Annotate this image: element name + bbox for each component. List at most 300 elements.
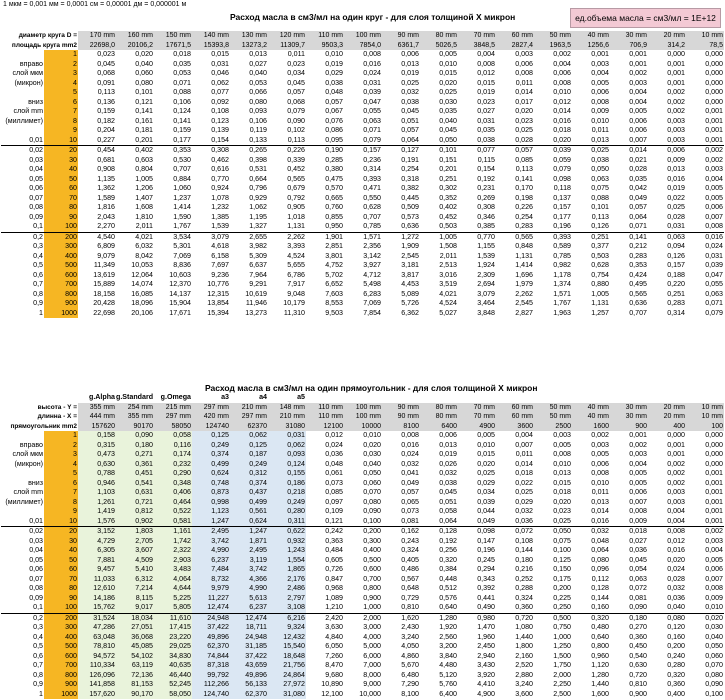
table-cell: 0,040 xyxy=(439,116,457,125)
table-cell: 1,155 xyxy=(477,242,495,250)
table-cell: 0,009 xyxy=(667,155,685,164)
table-cell: 9,291 xyxy=(249,280,267,288)
table-cell: 0,280 xyxy=(667,661,685,669)
table-cell: 0,032 xyxy=(401,459,419,468)
table-cell: 0,522 xyxy=(154,507,192,517)
table-cell: 0,010 xyxy=(477,440,495,449)
table-cell: 0,902 xyxy=(116,517,154,527)
table-cell: 0,001 xyxy=(705,507,723,515)
table-cell: 0,019 xyxy=(439,450,457,458)
side-label: 0,1 xyxy=(33,603,43,611)
table-cell: 6,032 xyxy=(135,242,153,250)
table-cell: 1,120 xyxy=(591,661,609,669)
diameter-cell: 130 mm xyxy=(230,31,268,41)
table-cell: 0,079 xyxy=(363,135,381,144)
table-cell: 3,240 xyxy=(515,680,533,688)
table-cell: 63,119 xyxy=(116,661,154,671)
height-cell: 210 mm xyxy=(230,403,268,413)
table-cell: 0,531 xyxy=(249,165,267,173)
table-cell: 0,908 xyxy=(97,165,115,173)
side-label: 0,08 xyxy=(29,203,43,211)
table-cell: 0,075 xyxy=(553,536,571,545)
table-cell: 0,081 xyxy=(401,516,419,525)
table-cell: 0,032 xyxy=(667,584,685,592)
table-cell: 36,068 xyxy=(116,633,154,643)
length-cell: 60 mm xyxy=(496,412,534,422)
table-cell: 0,013 xyxy=(591,135,609,144)
table-cell: 0,096 xyxy=(591,565,609,573)
table-cell: 0,040 xyxy=(705,632,723,641)
table-cell: 0,177 xyxy=(553,212,571,221)
table-cell: 0,377 xyxy=(591,242,609,250)
table-cell: 0,402 xyxy=(439,203,457,211)
micron-value: 90 xyxy=(44,213,78,223)
table-cell: 0,109 xyxy=(325,507,343,515)
table-row xyxy=(1,213,724,223)
table-cell: 0,016 xyxy=(667,546,685,554)
table-cell: 0,055 xyxy=(705,280,723,288)
table-row xyxy=(1,203,724,213)
table-cell: 0,030 xyxy=(705,623,723,631)
micron-value: 70 xyxy=(44,575,78,585)
table-cell: 2,450 xyxy=(477,642,495,650)
table-cell: 0,039 xyxy=(705,261,723,269)
side-label: 0,9 xyxy=(33,680,43,688)
height-cell: 100 mm xyxy=(344,403,382,413)
table-cell: 0,010 xyxy=(439,59,457,68)
table-row xyxy=(1,280,724,290)
table-cell: 2,011 xyxy=(439,251,457,260)
table-cell: 10,619 xyxy=(245,289,267,298)
table-cell: 5,000 xyxy=(363,642,381,650)
table-cell: 13,619 xyxy=(93,270,115,279)
micron-value: 100 xyxy=(44,222,78,232)
table-cell: 0,031 xyxy=(705,251,723,260)
side-label: вниз xyxy=(28,97,43,106)
table-cell: 5,225 xyxy=(154,594,192,604)
table-cell: 0,004 xyxy=(629,97,647,106)
table-cell: 4,000 xyxy=(363,632,381,641)
table-row xyxy=(1,565,724,575)
table-cell: 0,406 xyxy=(154,488,192,498)
table-row xyxy=(1,88,724,98)
table-cell: 1,247 xyxy=(230,527,268,537)
table-cell: 0,014 xyxy=(591,507,609,515)
table-cell: 1,979 xyxy=(515,280,533,288)
table-cell: 0,251 xyxy=(572,232,610,242)
side-label: 0,8 xyxy=(33,289,43,298)
table-cell: 0,475 xyxy=(325,174,343,183)
height-cell: 215 mm xyxy=(154,403,192,413)
table-cell: 11,033 xyxy=(78,575,116,585)
side-label: 0,8 xyxy=(33,670,43,679)
format-name xyxy=(420,393,458,403)
table-cell: 0,008 xyxy=(515,69,533,77)
area-cell: 31080 xyxy=(268,422,306,432)
table-cell: 0,116 xyxy=(154,441,192,451)
table-cell: 0,112 xyxy=(591,574,609,583)
table-cell: 0,010 xyxy=(363,431,381,439)
micron-value: 20 xyxy=(44,146,78,156)
table-cell: 0,162 xyxy=(382,527,420,537)
table-cell: 8,000 xyxy=(363,670,381,679)
side-label: 0,04 xyxy=(29,546,43,554)
table-cell: 0,071 xyxy=(705,299,723,307)
table-cell: 0,028 xyxy=(667,212,685,221)
table-cell: 0,308 xyxy=(192,146,230,156)
side-label: (миллимет) xyxy=(5,497,43,506)
table-cell: 0,157 xyxy=(344,146,382,156)
table-cell: 0,127 xyxy=(382,146,420,156)
micron-value: 800 xyxy=(44,290,78,300)
table-cell: 10,179 xyxy=(283,299,305,307)
table-row xyxy=(1,584,724,594)
table-cell: 0,352 xyxy=(439,193,457,202)
micron-value: 800 xyxy=(44,671,78,681)
table-cell: 4,752 xyxy=(325,261,343,269)
table-cell: 78,810 xyxy=(78,642,116,652)
table-cell: 0,001 xyxy=(667,450,685,458)
table-cell: 2,309 xyxy=(477,270,495,279)
diameter-cell: 90 mm xyxy=(382,31,420,41)
side-label: 0,7 xyxy=(33,280,43,288)
table-cell: 0,628 xyxy=(591,261,609,269)
micron-value: 600 xyxy=(44,271,78,281)
table-cell: 1,742 xyxy=(154,537,192,547)
table-cell: 0,204 xyxy=(97,126,115,134)
micron-value: 500 xyxy=(44,642,78,652)
micron-value: 7 xyxy=(44,488,78,498)
table-cell: 9,979 xyxy=(192,584,230,594)
table-cell: 8,100 xyxy=(401,689,419,698)
table-cell: 0,091 xyxy=(97,78,115,87)
micron-value: 80 xyxy=(44,584,78,594)
table-cell: 0,086 xyxy=(325,126,343,134)
table-cell: 0,024 xyxy=(401,450,419,458)
table-cell: 0,029 xyxy=(515,497,533,506)
table-cell: 0,006 xyxy=(439,431,457,439)
table-cell: 0,339 xyxy=(287,155,305,164)
table-cell: 3,817 xyxy=(401,270,419,279)
table-cell: 0,014 xyxy=(515,459,533,468)
table-cell: 0,402 xyxy=(116,146,154,156)
length-cell: 20 mm xyxy=(648,412,686,422)
table-cell: 0,812 xyxy=(116,507,154,517)
table-cell: 0,050 xyxy=(534,527,572,537)
table-cell: 0,200 xyxy=(553,584,571,592)
table-cell: 0,057 xyxy=(401,488,419,496)
table-cell: 0,010 xyxy=(705,603,723,611)
table-cell: 3,000 xyxy=(363,623,381,631)
table-cell: 0,035 xyxy=(477,126,495,134)
table-cell: 0,023 xyxy=(477,97,495,106)
length-cell: 210 mm xyxy=(268,412,306,422)
table-cell: 24,948 xyxy=(192,613,230,623)
table-cell: 0,022 xyxy=(667,193,685,202)
table-cell: 90,170 xyxy=(116,690,154,700)
table-cell: 1,470 xyxy=(477,623,495,631)
table-cell: 0,160 xyxy=(591,603,609,611)
table-cell: 1,600 xyxy=(591,689,609,698)
height-cell: 254 mm xyxy=(116,403,154,413)
table-cell: 0,804 xyxy=(135,165,153,173)
table-cell: 4,840 xyxy=(325,632,343,641)
table-cell: 6,237 xyxy=(230,603,268,613)
table-cell: 0,045 xyxy=(97,59,115,68)
table-cell: 15,889 xyxy=(93,280,115,288)
table-row xyxy=(1,527,724,537)
table-cell: 0,008 xyxy=(401,431,419,439)
table-cell: 3,108 xyxy=(268,603,306,613)
table-cell: 8,836 xyxy=(173,261,191,269)
table-cell: 0,101 xyxy=(591,203,609,211)
table-cell: 0,464 xyxy=(154,498,192,508)
table-cell: 0,133 xyxy=(249,135,267,144)
table-cell: 0,005 xyxy=(705,184,723,192)
table-cell: 0,054 xyxy=(629,565,647,573)
table-cell: 1,800 xyxy=(515,642,533,650)
table-cell: 0,012 xyxy=(477,69,495,77)
table-cell: 2,797 xyxy=(268,594,306,604)
table-cell: 0,001 xyxy=(705,126,723,134)
area-cell: 4900 xyxy=(458,422,496,432)
table-cell: 9,457 xyxy=(78,565,116,575)
table-cell: 0,190 xyxy=(306,146,344,156)
table-cell: 0,125 xyxy=(230,441,268,451)
table-cell: 0,218 xyxy=(268,488,306,498)
table-cell: 0,141 xyxy=(610,232,648,242)
format-name: g.Omega xyxy=(160,393,191,401)
side-label: 0,06 xyxy=(29,184,43,192)
table-cell: 0,018 xyxy=(553,488,571,496)
table-cell: 0,480 xyxy=(591,623,609,631)
table-row xyxy=(1,603,724,613)
table-cell: 124,740 xyxy=(192,690,230,700)
table-cell: 0,265 xyxy=(230,146,268,156)
table-cell: 4,064 xyxy=(154,575,192,585)
table-cell: 1,608 xyxy=(135,203,153,211)
table-cell: 0,005 xyxy=(553,440,571,449)
table-cell: 0,320 xyxy=(667,670,685,679)
table-cell: 0,283 xyxy=(667,299,685,307)
table-cell: 0,011 xyxy=(591,488,609,496)
side-label: 0,03 xyxy=(29,536,43,545)
table2-title: Расход масла в см3/мл на один прямоугольник - для слоя толщиной Х микрон xyxy=(205,383,538,393)
table-cell: 0,028 xyxy=(629,165,647,173)
table-cell: 0,770 xyxy=(211,174,229,183)
table-cell: 0,187 xyxy=(230,450,268,460)
side-label: 0,6 xyxy=(33,651,43,660)
table-cell: 40,635 xyxy=(154,661,192,671)
table-cell: 1,440 xyxy=(591,680,609,688)
table-cell: 4,990 xyxy=(230,584,268,594)
table-cell: 0,011 xyxy=(591,126,609,134)
table-cell: 0,400 xyxy=(363,546,381,554)
table-cell: 0,030 xyxy=(439,97,457,106)
table-cell: 0,361 xyxy=(116,460,154,470)
table-cell: 0,005 xyxy=(439,50,457,58)
table-cell: 1,131 xyxy=(515,251,533,260)
table-cell: 0,088 xyxy=(173,88,191,96)
table-cell: 10,603 xyxy=(169,270,191,279)
table-cell: 43,659 xyxy=(230,661,268,671)
table-cell: 0,630 xyxy=(78,460,116,470)
height-cell: 148 mm xyxy=(268,403,306,413)
unit-note-box: ед.объема масла = см3/мл = 1E+12 xyxy=(570,8,721,28)
table-cell: 0,025 xyxy=(553,516,571,525)
table-cell: 0,900 xyxy=(629,689,647,698)
diameter-cell: 50 mm xyxy=(534,31,572,41)
table-cell: 45,085 xyxy=(116,642,154,652)
table-row xyxy=(1,184,724,194)
table-cell: 0,020 xyxy=(363,440,381,449)
table-cell: 0,015 xyxy=(439,69,457,77)
length-cell: 10 mm xyxy=(686,412,724,422)
table-cell: 5,089 xyxy=(401,289,419,298)
table-cell: 0,010 xyxy=(591,116,609,125)
table-cell: 6,362 xyxy=(401,308,419,317)
table-cell: 0,006 xyxy=(629,116,647,125)
table-cell: 0,121 xyxy=(325,516,343,525)
table-cell: 0,320 xyxy=(439,555,457,564)
table-cell: 0,032 xyxy=(572,527,610,537)
table-cell: 0,452 xyxy=(439,212,457,221)
table-cell: 0,311 xyxy=(268,517,306,527)
table-cell: 0,360 xyxy=(667,680,685,688)
table-cell: 5,498 xyxy=(363,280,381,288)
table-cell: 54,102 xyxy=(116,652,154,662)
table-cell: 1,810 xyxy=(135,212,153,221)
table-cell: 0,785 xyxy=(363,222,381,230)
table-cell: 7,069 xyxy=(363,299,381,307)
micron-value: 10 xyxy=(44,136,78,146)
micron-value: 600 xyxy=(44,652,78,662)
table-cell: 0,000 xyxy=(705,69,723,77)
table-cell: 0,002 xyxy=(686,527,724,537)
table-cell: 87,318 xyxy=(192,661,230,671)
side-label: 0,04 xyxy=(29,165,43,173)
table-cell: 7,917 xyxy=(287,280,305,288)
table-cell: 0,098 xyxy=(458,527,496,537)
table-cell: 0,161 xyxy=(135,116,153,125)
side-label: вправо xyxy=(19,440,43,449)
table-cell: 0,113 xyxy=(287,135,305,144)
table-cell: 0,175 xyxy=(553,574,571,583)
table-cell: 1,901 xyxy=(306,232,344,242)
table-cell: 0,603 xyxy=(135,155,153,164)
table-cell: 0,010 xyxy=(553,459,571,468)
table-cell: 0,324 xyxy=(515,593,533,602)
table-cell: 0,001 xyxy=(667,78,685,87)
table-row xyxy=(1,222,724,232)
table-cell: 4,410 xyxy=(477,680,495,688)
table-cell: 0,006 xyxy=(629,126,647,134)
table-cell: 12,610 xyxy=(78,584,116,594)
table-cell: 11,349 xyxy=(93,261,115,269)
table-cell: 0,707 xyxy=(363,212,381,221)
table-row xyxy=(1,594,724,604)
side-label: 0,02 xyxy=(1,146,44,156)
table-cell: 3,742 xyxy=(230,565,268,575)
table-cell: 0,154 xyxy=(477,165,495,173)
format-name xyxy=(534,393,572,403)
table-cell: 0,000 xyxy=(705,50,723,58)
diameter-row xyxy=(1,31,724,41)
table-cell: 2,486 xyxy=(268,584,306,594)
format-name xyxy=(458,393,496,403)
table-row xyxy=(1,79,724,89)
table-cell: 2,270 xyxy=(97,222,115,230)
side-label: 0,5 xyxy=(33,261,43,269)
table-cell: 0,250 xyxy=(553,603,571,611)
table-cell: 0,125 xyxy=(192,431,230,441)
table-cell: 0,154 xyxy=(211,135,229,144)
table-cell: 0,982 xyxy=(553,261,571,269)
table-cell: 0,004 xyxy=(705,174,723,183)
micron-value: 4 xyxy=(44,460,78,470)
table-cell: 0,196 xyxy=(553,222,571,230)
table-cell: 0,810 xyxy=(629,680,647,688)
table-cell: 0,155 xyxy=(268,469,306,479)
table-cell: 0,004 xyxy=(591,69,609,77)
table-cell: 0,141 xyxy=(515,174,533,183)
side-label xyxy=(1,507,44,517)
micron-value: 200 xyxy=(44,232,78,242)
table-cell: 0,016 xyxy=(401,440,419,449)
table-cell: 0,848 xyxy=(515,242,533,250)
table-cell: 81,153 xyxy=(116,680,154,690)
table-cell: 0,200 xyxy=(344,527,382,537)
table-cell: 0,005 xyxy=(629,469,647,477)
table-cell: 0,021 xyxy=(629,155,647,164)
table-cell: 0,063 xyxy=(648,232,686,242)
format-name xyxy=(306,393,344,403)
table-row xyxy=(1,252,724,262)
height-cell: 80 mm xyxy=(420,403,458,413)
table-cell: 0,088 xyxy=(591,193,609,202)
table-cell: 6,237 xyxy=(192,556,230,566)
table-cell: 0,484 xyxy=(325,546,343,554)
table-cell: 157,620 xyxy=(78,690,116,700)
table-cell: 0,090 xyxy=(363,507,381,515)
table-cell: 0,098 xyxy=(553,174,571,183)
area-cell: 314,2 xyxy=(648,41,686,51)
table-cell: 0,035 xyxy=(439,107,457,115)
table-cell: 0,346 xyxy=(477,212,495,221)
table-cell: 0,288 xyxy=(515,584,533,592)
table-cell: 0,053 xyxy=(173,69,191,77)
table-cell: 0,101 xyxy=(420,146,458,156)
table-cell: 2,000 xyxy=(344,613,382,623)
table-cell: 24,948 xyxy=(230,633,268,643)
table-cell: 0,640 xyxy=(439,603,457,611)
side-label xyxy=(1,431,44,441)
table-cell: 0,980 xyxy=(458,613,496,623)
table-cell: 0,045 xyxy=(439,126,457,134)
area-cell: 124740 xyxy=(192,422,230,432)
table-cell: 6,283 xyxy=(363,289,381,298)
table-row xyxy=(1,546,724,556)
side-label: слой мкм xyxy=(12,450,43,458)
table-cell: 0,063 xyxy=(591,174,609,183)
table-cell: 0,441 xyxy=(477,593,495,602)
table-cell: 1,210 xyxy=(325,603,343,611)
table-cell: 0,016 xyxy=(591,516,609,525)
table-row xyxy=(1,498,724,508)
table-cell: 0,196 xyxy=(477,546,495,554)
table-cell: 0,057 xyxy=(496,146,534,156)
table-cell: 1,327 xyxy=(249,222,267,230)
